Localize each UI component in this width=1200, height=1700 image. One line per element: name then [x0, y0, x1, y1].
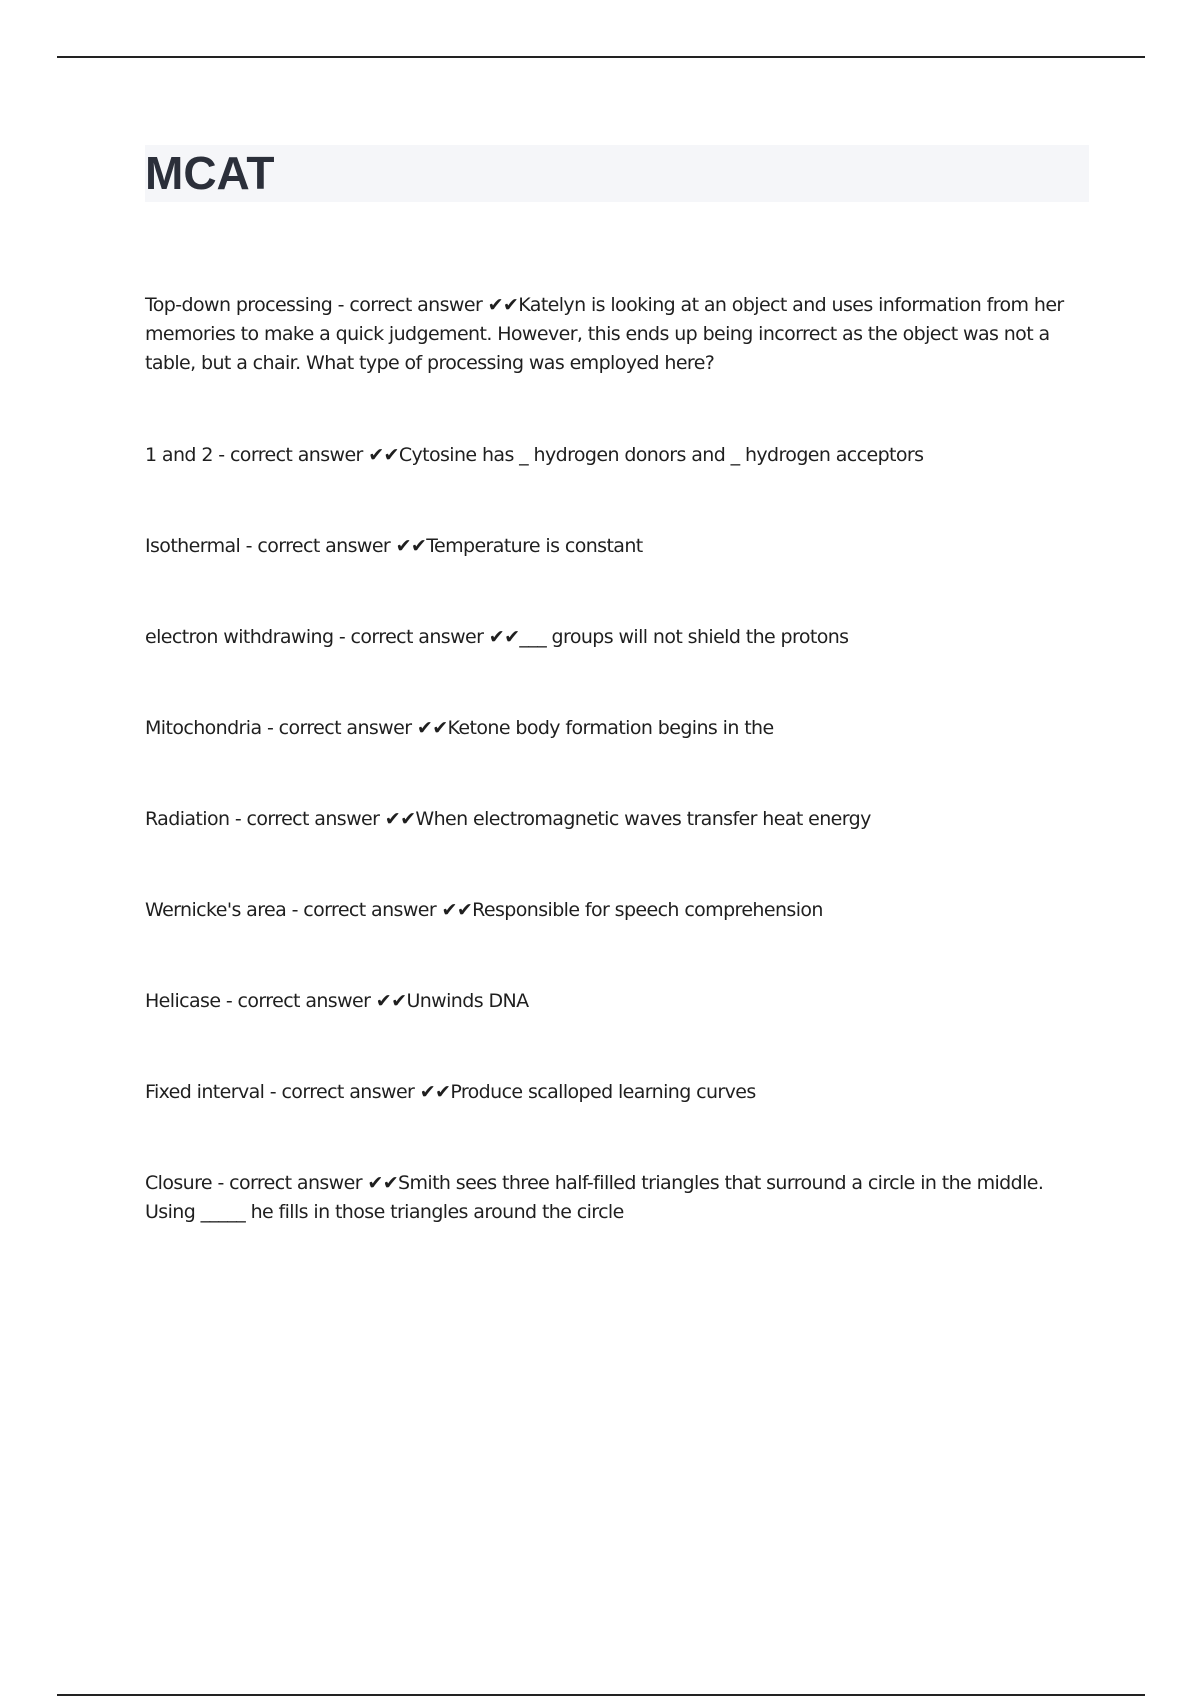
check-mark-icon: ✔✔	[368, 444, 399, 466]
document-title: MCAT	[145, 147, 275, 199]
check-mark-icon: ✔✔	[441, 899, 473, 921]
card-definition: Ketone body formation begins in the	[447, 717, 774, 739]
card-term: Helicase	[145, 990, 221, 1012]
card-definition: When electromagnetic waves transfer heat energy	[415, 808, 871, 830]
card-definition: Cytosine has _ hydrogen donors and _ hydrogen acceptors	[398, 444, 924, 466]
card-term: Wernicke's area	[145, 899, 287, 921]
card-separator: - correct answer	[240, 535, 396, 557]
flashcard	[145, 532, 1095, 561]
check-mark-icon: ✔✔	[395, 535, 427, 557]
card-separator: - correct answer	[212, 444, 369, 466]
card-definition: Katelyn is looking at an object and uses information from her memories to make a quick judgement. However, this ends up being incorrect as the object was not a table, but a chair. What type of processing was employed here?	[145, 294, 1064, 374]
bottom-divider	[57, 1694, 1145, 1696]
card-term: Fixed interval	[145, 1081, 265, 1103]
check-mark-icon: ✔✔	[488, 626, 520, 648]
card-definition: Unwinds DNA	[406, 990, 529, 1012]
card-definition: Responsible for speech comprehension	[472, 899, 823, 921]
card-separator: - correct answer	[212, 1172, 368, 1194]
card-definition: Temperature is constant	[426, 535, 643, 557]
card-definition: ___ groups will not shield the protons	[519, 626, 849, 648]
flashcard	[145, 1078, 1095, 1107]
card-separator: - correct answer	[264, 1081, 420, 1103]
flashcard	[145, 714, 1095, 743]
card-term: 1 and 2	[145, 444, 213, 466]
card-term: electron withdrawing	[145, 626, 334, 648]
card-separator: - correct answer	[220, 990, 376, 1012]
card-term: Isothermal	[145, 535, 241, 557]
card-separator: - correct answer	[286, 899, 442, 921]
card-term: Mitochondria	[145, 717, 262, 739]
check-mark-icon: ✔✔	[419, 1081, 451, 1103]
card-definition: Produce scalloped learning curves	[450, 1081, 756, 1103]
flashcard	[145, 291, 1095, 378]
card-term: Top-down processing	[145, 294, 333, 316]
card-separator: - correct answer	[333, 626, 489, 648]
card-separator: - correct answer	[229, 808, 385, 830]
card-term: Radiation	[145, 808, 230, 830]
top-divider	[57, 56, 1145, 58]
card-separator: - correct answer	[332, 294, 488, 316]
check-mark-icon: ✔✔	[367, 1172, 399, 1194]
check-mark-icon: ✔✔	[375, 990, 407, 1012]
flashcard	[145, 987, 1095, 1016]
card-term: Closure	[145, 1172, 212, 1194]
check-mark-icon: ✔✔	[487, 294, 519, 316]
flashcard	[145, 1169, 1095, 1227]
flashcard	[145, 896, 1095, 925]
flashcard	[145, 441, 1095, 470]
check-mark-icon: ✔✔	[416, 717, 448, 739]
card-definition: Smith sees three half-filled triangles that surround a circle in the middle. Using _____ he fills in those triangles around the circle	[145, 1172, 1044, 1223]
title-band	[145, 145, 1089, 202]
flashcard	[145, 623, 1095, 652]
check-mark-icon: ✔✔	[384, 808, 416, 830]
card-separator: - correct answer	[261, 717, 417, 739]
flashcard	[145, 805, 1095, 834]
